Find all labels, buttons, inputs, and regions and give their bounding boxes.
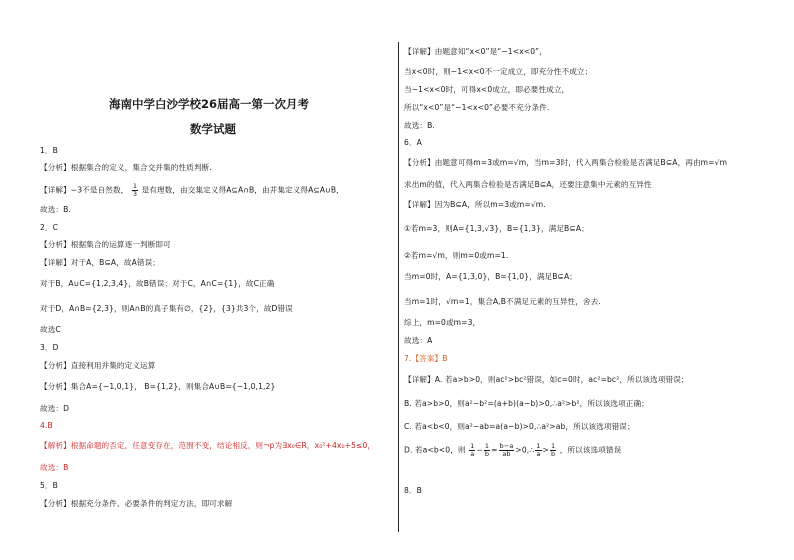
detail-7-d-prefix: D. 若a<b<0，则 <box>404 445 466 455</box>
answer-1: 1．B <box>40 146 58 155</box>
answer-5: 5．B <box>40 481 58 490</box>
document-subtitle: 数学试题 <box>190 122 236 136</box>
choose-5: 故选：B. <box>404 121 435 130</box>
choose-1: 故选：B. <box>40 205 71 214</box>
operator-minus: − <box>476 445 483 455</box>
document-title: 海南中学白沙学校26届高一第一次月考 <box>109 97 310 111</box>
detail-5-c: 当−1<x<0时，可得x<0成立，即必要性成立， <box>404 85 570 94</box>
detail-6-summary: 综上，m=0或m=3， <box>404 318 481 327</box>
detail-7-b: B. 若a>b>0，则a²−b²=(a+b)(a−b)>0,∴a²>b²，所以该选项正确； <box>404 399 649 408</box>
answer-7: 7.【答案】B <box>404 354 448 363</box>
detail-6-m1: 当m=1时，√m=1，集合A,B不满足元素的互异性，舍去. <box>404 297 601 306</box>
detail-1 <box>40 183 344 198</box>
detail-7-d <box>404 443 621 458</box>
fraction-numerator: 1 <box>470 442 475 450</box>
analysis-6: 【分析】由题意可得m=3或m=√m，当m=3时，代入两集合检验是否满足B⊆A，再由m=√m <box>404 158 728 167</box>
detail-2: 【详解】对于A，B⊆A，故A错误； <box>40 258 160 267</box>
fraction-denominator: b <box>484 450 490 458</box>
answer-4: 4.B <box>40 421 53 430</box>
fraction-1-over-a <box>469 443 475 458</box>
answer-3: 3．D <box>40 343 59 352</box>
fraction-denominator: 3 <box>132 190 138 198</box>
detail-1-part-b: 是有理数，由交集定义得A⊆A∩B，由并集定义得A⊆A∪B， <box>141 185 344 195</box>
choose-6: 故选：A <box>404 336 433 345</box>
detail-2-b: 对于B，A∪C={1,2,3,4}，故B错误；对于C，A∩C={1}，故C正确 <box>40 279 275 288</box>
detail-1-part-a: 【详解】−3不是自然数， <box>40 185 129 195</box>
answer-6: 6．A <box>404 138 422 147</box>
detail-7-c: C. 若a<b<0，则a²−ab=a(a−b)>0,∴a²>ab，所以该选项错误； <box>404 422 635 431</box>
choose-4: 故选：B <box>40 463 69 472</box>
operator-greater: > <box>542 445 549 455</box>
fraction-numerator: 1 <box>550 442 556 450</box>
fraction-one-third <box>132 183 138 198</box>
fraction-1-over-a-second <box>535 443 541 458</box>
fraction-numerator: 1 <box>132 182 138 190</box>
operator-therefore: >0,∴ <box>515 445 535 455</box>
detail-6: 【详解】因为B⊆A，所以m=3或m=√m. <box>404 200 546 209</box>
fraction-numerator: b−a <box>499 442 514 450</box>
operator-equals: = <box>491 445 498 455</box>
analysis-2: 【分析】根据集合的运算逐一判断即可 <box>40 240 171 249</box>
analysis-1: 【分析】根据集合的定义，集合交并集的性质判断. <box>40 163 212 172</box>
fraction-denominator: a <box>536 450 541 458</box>
detail-5-b: 当x<0时，则−1<x<0不一定成立，即充分性不成立； <box>404 67 593 76</box>
detail-7-d-suffix: ，所以该选项错误 <box>559 445 622 455</box>
fraction-b-minus-a-over-ab <box>499 443 515 458</box>
answer-2: 2．C <box>40 223 59 232</box>
detail-5-d: 所以“x<0”是“−1<x<0”必要不充分条件. <box>404 103 550 112</box>
analysis-4: 【解析】根据命题的否定，任意变存在，范围不变，结论相反，则¬p为∃x₀∈R，x₀²+4x₀+5≤0， <box>40 441 376 450</box>
fraction-denominator: ab <box>502 450 511 458</box>
detail-2-d: 对于D，A∩B={2,3}，则A∩B的真子集有∅，{2}，{3}共3个，故D错误 <box>40 304 293 313</box>
fraction-1-over-b <box>484 443 490 458</box>
analysis-5: 【分析】根据充分条件、必要条件的判定方法，即可求解 <box>40 499 233 508</box>
choose-3: 故选：D <box>40 404 70 413</box>
fraction-denominator: a <box>470 450 475 458</box>
detail-5: 【详解】由题意知“x<0”是“−1<x<0”， <box>404 47 547 56</box>
detail-6-m0: 当m=0时，A={1,3,0}，B={1,0}，满足B⊆A； <box>404 272 577 281</box>
fraction-denominator: b <box>550 450 556 458</box>
fraction-numerator: 1 <box>536 442 541 450</box>
answer-8: 8．B <box>404 486 422 495</box>
detail-6-case-1: ①若m=3，则A={1,3,√3}，B={1,3}，满足B⊆A； <box>404 224 589 233</box>
detail-7-a: 【详解】A. 若a>b>0，则ac²>bc²错误，如c=0时，ac²=bc²，所以该选项错误； <box>404 375 689 384</box>
analysis-6-b: 求出m的值，代入两集合检验是否满足B⊆A，还要注意集中元素的互异性 <box>404 180 652 189</box>
fraction-1-over-b-second <box>550 443 556 458</box>
analysis-3: 【分析】直接利用并集的定义运算 <box>40 361 156 370</box>
choose-2: 故选C <box>40 325 61 334</box>
detail-3: 【分析】集合A={−1,0,1}， B={1,2}，则集合A∪B={−1,0,1,2} <box>40 382 276 391</box>
detail-6-case-2: ②若m=√m，则m=0或m=1. <box>404 251 509 260</box>
fraction-numerator: 1 <box>484 442 490 450</box>
column-divider <box>398 42 399 532</box>
